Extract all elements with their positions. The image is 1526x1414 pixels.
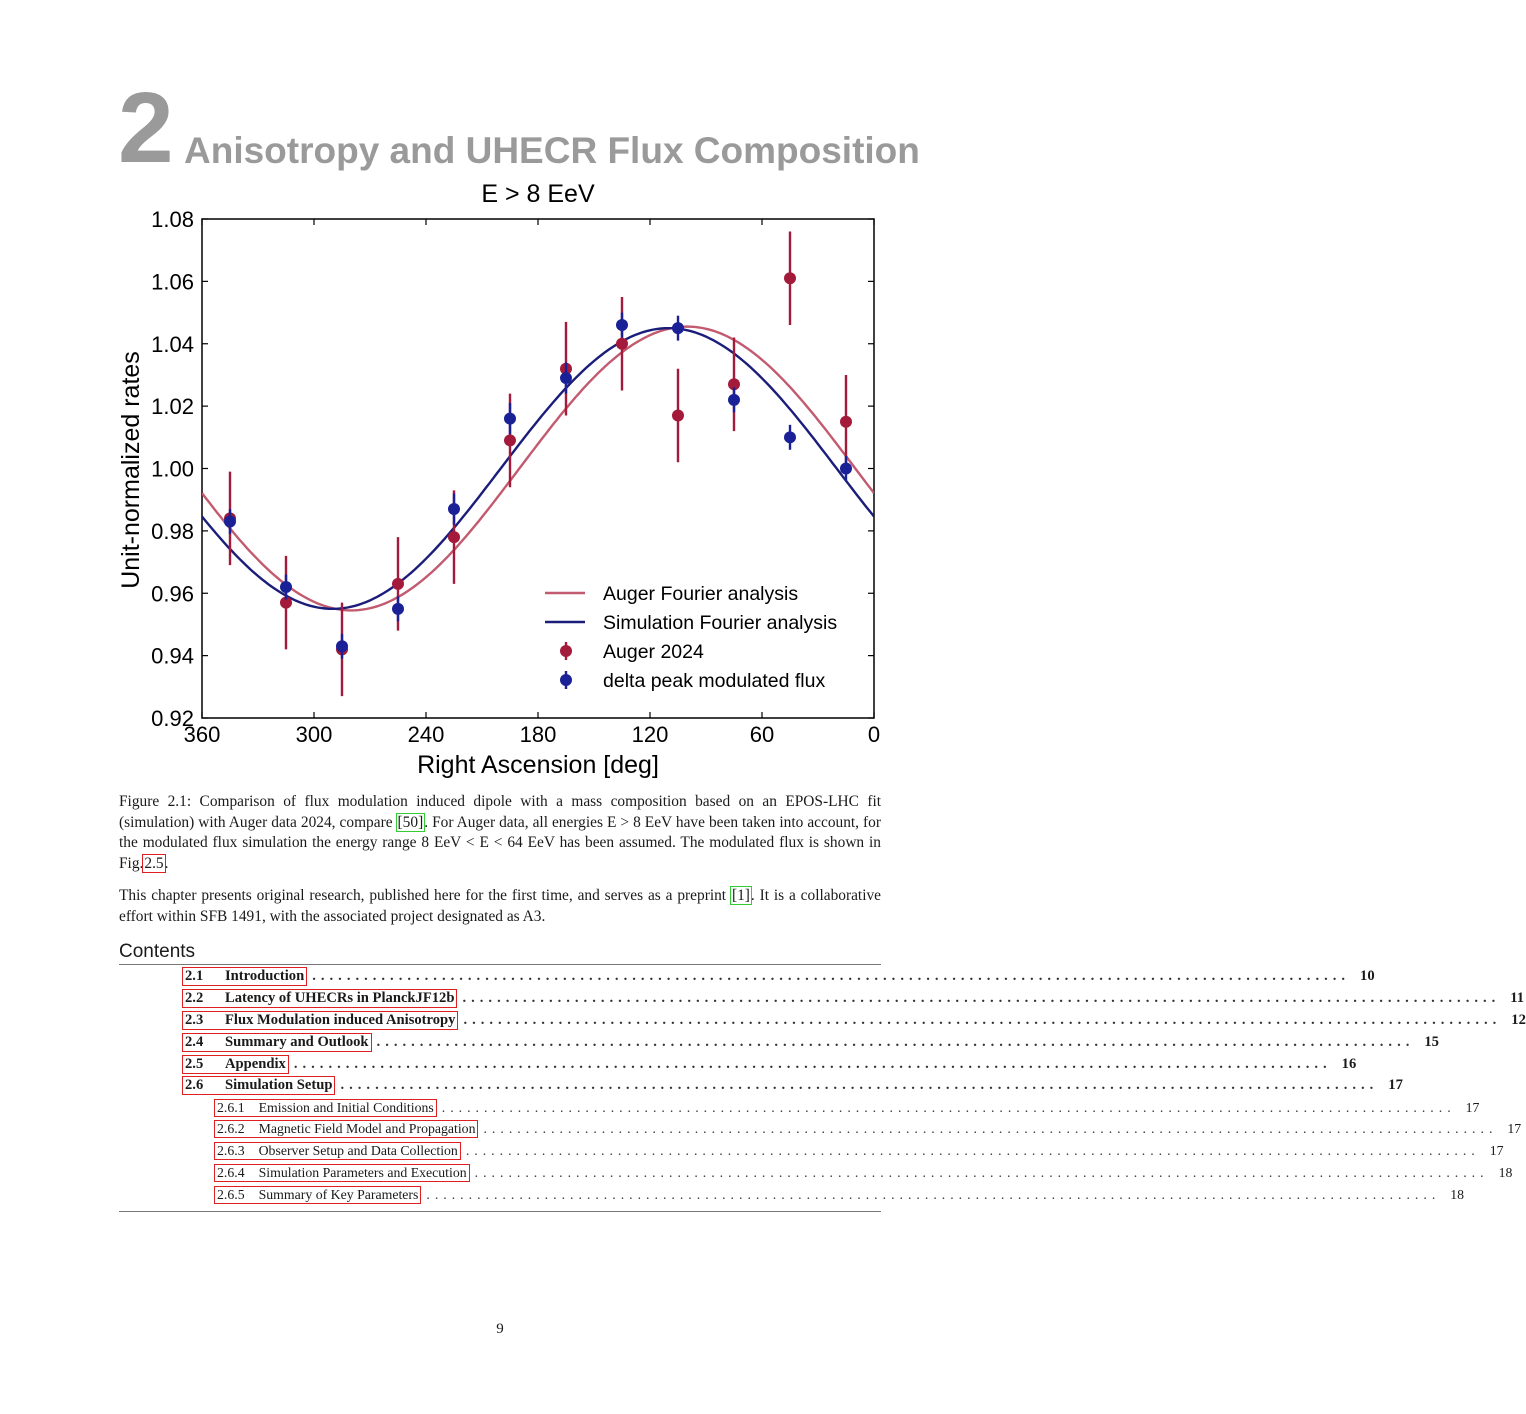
toc-link[interactable]	[215, 1121, 477, 1137]
toc-link[interactable]	[183, 1012, 457, 1029]
toc-row	[183, 966, 1375, 988]
toc-row	[183, 1184, 1465, 1206]
toc-section-number: 2.6.2	[217, 1121, 245, 1137]
toc-row	[183, 988, 1525, 1010]
chapter-title: Anisotropy and UHECR Flux Composition	[184, 130, 920, 171]
legend-label: Simulation Fourier analysis	[603, 612, 838, 634]
chart-title: E > 8 EeV	[481, 180, 595, 208]
table-of-contents	[183, 966, 1526, 1206]
data-point-auger-2024	[840, 416, 852, 428]
toc-leader-dots: ........................................................................................................................	[441, 1099, 1456, 1115]
data-point-delta-peak-modulated-flux	[504, 413, 516, 425]
data-point-delta-peak-modulated-flux	[840, 463, 852, 475]
data-point-delta-peak-modulated-flux	[616, 319, 628, 331]
toc-row	[183, 1140, 1504, 1162]
toc-row	[183, 1097, 1480, 1119]
toc-section-label: Emission and Initial Conditions	[258, 1099, 434, 1115]
toc-row	[183, 1075, 1403, 1097]
toc-link[interactable]	[183, 1077, 334, 1094]
toc-page-number: 17	[1465, 1099, 1480, 1115]
toc-title: Contents	[119, 941, 196, 962]
toc-row	[183, 1010, 1526, 1032]
toc-section-number: 2.6.5	[217, 1186, 245, 1202]
toc-section-number: 2.2	[185, 990, 204, 1007]
toc-page-number: 12	[1511, 1011, 1526, 1028]
legend-label: delta peak modulated flux	[603, 670, 826, 692]
toc-section-label: Magnetic Field Model and Propagation	[258, 1121, 476, 1137]
toc-page-number: 18	[1498, 1165, 1513, 1181]
toc-section-number: 2.6.1	[217, 1099, 245, 1115]
toc-leader-dots: ........................................................................................................................	[376, 1033, 1415, 1050]
toc-leader-dots: ........................................................................................................................	[462, 990, 1501, 1007]
toc-page-number: 17	[1388, 1077, 1403, 1094]
toc-link[interactable]	[215, 1165, 469, 1181]
toc-page-number: 18	[1450, 1186, 1465, 1202]
toc-section-label: Introduction	[225, 968, 305, 985]
preprint-citation-link[interactable]: [1]	[731, 887, 750, 904]
toc-section-number: 2.3	[185, 1011, 204, 1028]
figure-caption: Figure 2.1: Comparison of flux modulation induced dipole with a mass composition based on an EPOS-LHC fit (simulation) with Auger data 2024, compare [50]. For Auger data, all energies E > 8 EeV have been taken into account, for the modulated flux simulation the energy range 8 EeV < E < 64 EeV has been assumed. The modulated flux is shown in Fig.2.5.	[119, 793, 881, 872]
toc-leader-dots: ........................................................................................................................	[293, 1055, 1332, 1072]
toc-top-rule	[119, 964, 881, 965]
x-axis-label: Right Ascension [deg]	[417, 751, 659, 779]
chapter-heading	[118, 72, 920, 184]
data-point-delta-peak-modulated-flux	[784, 431, 796, 443]
y-tick-label: 0.96	[151, 581, 194, 607]
toc-section-number: 2.6.4	[217, 1165, 245, 1181]
toc-page-number: 10	[1360, 968, 1375, 985]
legend-label: Auger 2024	[603, 641, 704, 663]
toc-section-number: 2.4	[185, 1033, 204, 1050]
data-point-auger-2024	[392, 578, 404, 590]
page-number: 9	[496, 1321, 504, 1337]
toc-section-number: 2.5	[185, 1055, 204, 1072]
data-point-auger-2024	[448, 531, 460, 543]
toc-leader-dots: ........................................................................................................................	[474, 1165, 1489, 1181]
data-point-delta-peak-modulated-flux	[224, 516, 236, 528]
x-tick-label: 120	[631, 722, 669, 747]
plot-area	[151, 207, 880, 747]
x-tick-label: 0	[867, 722, 881, 747]
toc-section-label: Appendix	[225, 1055, 286, 1072]
chart-legend	[545, 583, 837, 692]
toc-section-number: 2.6	[185, 1077, 204, 1094]
figure-ref-link[interactable]: 2.5	[144, 854, 164, 872]
data-point-delta-peak-modulated-flux	[448, 503, 460, 515]
toc-leader-dots: ........................................................................................................................	[463, 1011, 1502, 1028]
data-point-delta-peak-modulated-flux	[560, 372, 572, 384]
x-tick-label: 360	[183, 722, 221, 747]
toc-section-label: Summary and Outlook	[225, 1033, 369, 1050]
x-tick-label: 60	[749, 722, 775, 747]
y-tick-label: 0.92	[151, 706, 194, 731]
toc-link[interactable]	[183, 1034, 371, 1051]
data-point-delta-peak-modulated-flux	[392, 603, 404, 615]
series-line-auger-fourier-analysis	[202, 327, 874, 611]
plot-frame	[202, 219, 874, 718]
toc-leader-dots: ........................................................................................................................	[312, 968, 1351, 985]
x-tick-label: 300	[295, 722, 333, 747]
x-tick-label: 180	[519, 722, 557, 747]
legend-point-swatch	[560, 645, 572, 657]
toc-section-label: Latency of UHECRs in PlanckJF12b	[225, 990, 455, 1007]
data-point-auger-2024	[616, 338, 628, 350]
y-tick-label: 1.08	[151, 207, 194, 232]
toc-leader-dots: ........................................................................................................................	[465, 1143, 1480, 1159]
legend-point-swatch	[560, 674, 572, 686]
toc-section-label: Simulation Parameters and Execution	[258, 1165, 467, 1181]
data-point-auger-2024	[784, 272, 796, 284]
data-point-auger-2024	[504, 434, 516, 446]
data-point-delta-peak-modulated-flux	[280, 581, 292, 593]
toc-link[interactable]	[215, 1143, 460, 1159]
intro-paragraph: This chapter presents original research, published here for the first time, and serves as a preprint [1]. It is a collaborative effort within SFB 1491, with the associated project designated as A3.	[119, 887, 882, 925]
y-axis-label: Unit-normalized rates	[117, 351, 145, 589]
toc-leader-dots: ........................................................................................................................	[483, 1121, 1498, 1137]
toc-page-number: 11	[1510, 990, 1525, 1007]
data-point-delta-peak-modulated-flux	[336, 640, 348, 652]
y-tick-label: 1.04	[151, 331, 194, 357]
y-tick-label: 0.94	[151, 643, 194, 669]
toc-row	[183, 1119, 1522, 1141]
toc-leader-dots: ........................................................................................................................	[340, 1077, 1379, 1094]
toc-row	[183, 1053, 1357, 1075]
toc-section-number: 2.6.3	[217, 1143, 245, 1159]
toc-section-label: Observer Setup and Data Collection	[258, 1143, 458, 1159]
y-tick-label: 1.00	[151, 456, 194, 482]
citation-link[interactable]: [50]	[397, 813, 424, 831]
toc-link[interactable]	[183, 990, 456, 1007]
toc-bottom-rule	[119, 1211, 881, 1212]
legend-label: Auger Fourier analysis	[603, 583, 799, 605]
data-point-delta-peak-modulated-flux	[728, 394, 740, 406]
y-tick-label: 1.02	[151, 394, 194, 420]
chapter-number: 2	[118, 72, 174, 184]
toc-section-label: Simulation Setup	[225, 1077, 333, 1094]
data-point-auger-2024	[672, 409, 684, 421]
toc-link[interactable]	[183, 1056, 288, 1073]
toc-row	[183, 1162, 1513, 1184]
toc-link[interactable]	[183, 968, 306, 985]
toc-section-label: Flux Modulation induced Anisotropy	[225, 1011, 456, 1028]
toc-page-number: 16	[1341, 1055, 1357, 1072]
toc-page-number: 17	[1507, 1121, 1522, 1137]
y-tick-label: 1.06	[151, 269, 194, 295]
x-tick-label: 240	[407, 722, 445, 747]
data-point-delta-peak-modulated-flux	[672, 322, 684, 334]
toc-link[interactable]	[215, 1100, 436, 1116]
toc-page-number: 17	[1489, 1143, 1504, 1159]
toc-row	[183, 1031, 1439, 1053]
toc-section-number: 2.1	[185, 968, 204, 985]
toc-page-number: 15	[1424, 1033, 1439, 1050]
y-tick-label: 0.98	[151, 518, 194, 544]
toc-link[interactable]	[215, 1187, 420, 1203]
toc-leader-dots: ........................................................................................................................	[426, 1186, 1441, 1202]
toc-section-label: Summary of Key Parameters	[258, 1186, 419, 1202]
flux-modulation-chart	[0, 170, 1000, 785]
